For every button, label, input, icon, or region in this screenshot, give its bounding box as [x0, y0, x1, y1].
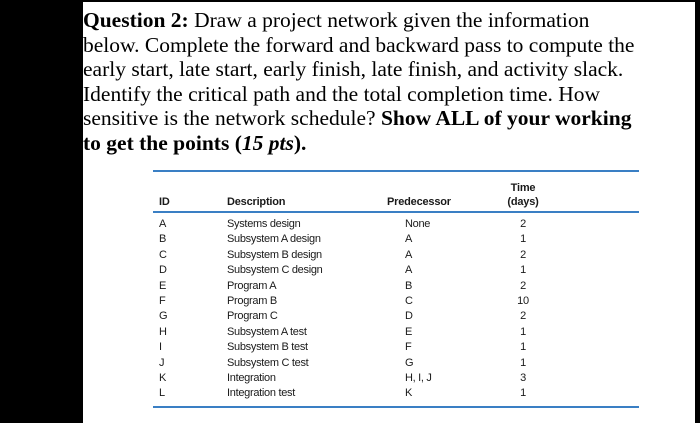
cell-predecessor: H, I, J [405, 371, 432, 384]
question-line-2: below. Complete the forward and backward pass to compute the [83, 32, 635, 57]
cell-predecessor: E [405, 325, 413, 338]
cell-description: Subsystem A test [227, 325, 307, 338]
table-row [153, 217, 639, 232]
cell-predecessor: A [405, 233, 413, 246]
table-header-rule [153, 211, 639, 213]
cell-id: K [159, 371, 167, 384]
table-row [153, 309, 639, 324]
cell-id: B [159, 233, 167, 246]
cell-predecessor: B [405, 279, 413, 292]
question-paren-close: ). [293, 130, 307, 155]
cell-id: J [159, 356, 165, 369]
cell-time: 1 [520, 325, 526, 338]
table-row [153, 248, 639, 263]
cell-id: I [159, 341, 162, 354]
question-line-3: early start, late start, early finish, late finish, and activity slack. [83, 57, 624, 81]
cell-time: 2 [520, 310, 526, 323]
question-line-6 [83, 131, 691, 156]
cell-id: H [159, 325, 167, 338]
cell-time: 1 [520, 387, 526, 400]
cell-description: Subsystem B design [227, 248, 322, 261]
question-text [83, 2, 695, 162]
cell-description: Systems design [227, 218, 301, 230]
table-row [153, 371, 639, 386]
question-paren-open: ( [229, 130, 242, 155]
question-points: 15 pts [241, 130, 294, 155]
table-row [153, 325, 639, 340]
table-row [153, 263, 639, 278]
table-row [153, 340, 639, 355]
question-line-5-bold: Show ALL of your working [380, 106, 632, 130]
cell-time: 1 [520, 341, 526, 354]
table-bottom-rule [153, 406, 639, 408]
question-line-1 [83, 8, 691, 33]
table-row [153, 294, 639, 309]
cell-description: Subsystem C design [227, 264, 323, 277]
cell-description: Integration [227, 371, 276, 384]
question-line-6-bold: to get the points [83, 130, 230, 155]
header-time-line-1: Time [510, 182, 536, 194]
header-description: Description [227, 196, 286, 208]
cell-description: Subsystem B test [227, 341, 308, 354]
cell-id: L [159, 387, 165, 400]
cell-description: Subsystem C test [227, 356, 309, 369]
cell-id: E [159, 279, 167, 292]
cell-description: Program A [227, 279, 277, 292]
cell-predecessor: K [405, 387, 413, 400]
question-label: Question 2: [83, 8, 189, 32]
cell-time: 1 [520, 356, 526, 369]
cell-predecessor: A [405, 264, 413, 277]
table-body [153, 217, 639, 402]
cell-description: Program C [227, 310, 278, 323]
question-line-5 [83, 106, 691, 131]
table-row [153, 386, 639, 401]
cell-id: C [159, 248, 167, 261]
cell-id: A [159, 218, 167, 230]
question-line-4: Identify the critical path and the total completion time. How [83, 81, 601, 106]
cell-predecessor: None [405, 218, 431, 230]
header-time [505, 181, 541, 209]
activity-table [153, 170, 639, 410]
header-time-line-2: (days) [507, 196, 539, 208]
cell-time: 2 [520, 248, 526, 261]
cell-predecessor: A [405, 248, 413, 261]
cell-predecessor: F [405, 341, 412, 354]
cell-id: D [159, 264, 167, 277]
cell-description: Integration test [227, 387, 295, 400]
table-row [153, 279, 639, 294]
question-line-1-text: Draw a project network given the information [188, 8, 590, 32]
cell-time: 1 [520, 264, 526, 277]
header-id: ID [159, 196, 170, 208]
cell-time: 2 [520, 218, 526, 230]
cell-time: 3 [520, 371, 526, 384]
cell-description: Program B [227, 294, 277, 307]
cell-predecessor: D [405, 310, 413, 323]
table-top-rule [153, 170, 639, 172]
cell-description: Subsystem A design [227, 233, 321, 246]
cell-time: 1 [520, 233, 526, 246]
table-panel [83, 162, 695, 423]
table-row [153, 356, 639, 371]
header-predecessor: Predecessor [387, 196, 451, 208]
table-row [153, 232, 639, 247]
cell-id: F [159, 294, 166, 307]
cell-predecessor: G [405, 356, 414, 369]
cell-time: 2 [520, 279, 526, 292]
cell-id: G [159, 310, 168, 323]
cell-time: 10 [517, 294, 529, 307]
question-line-5-text: sensitive is the network schedule? [83, 106, 381, 130]
cell-predecessor: C [405, 294, 413, 307]
